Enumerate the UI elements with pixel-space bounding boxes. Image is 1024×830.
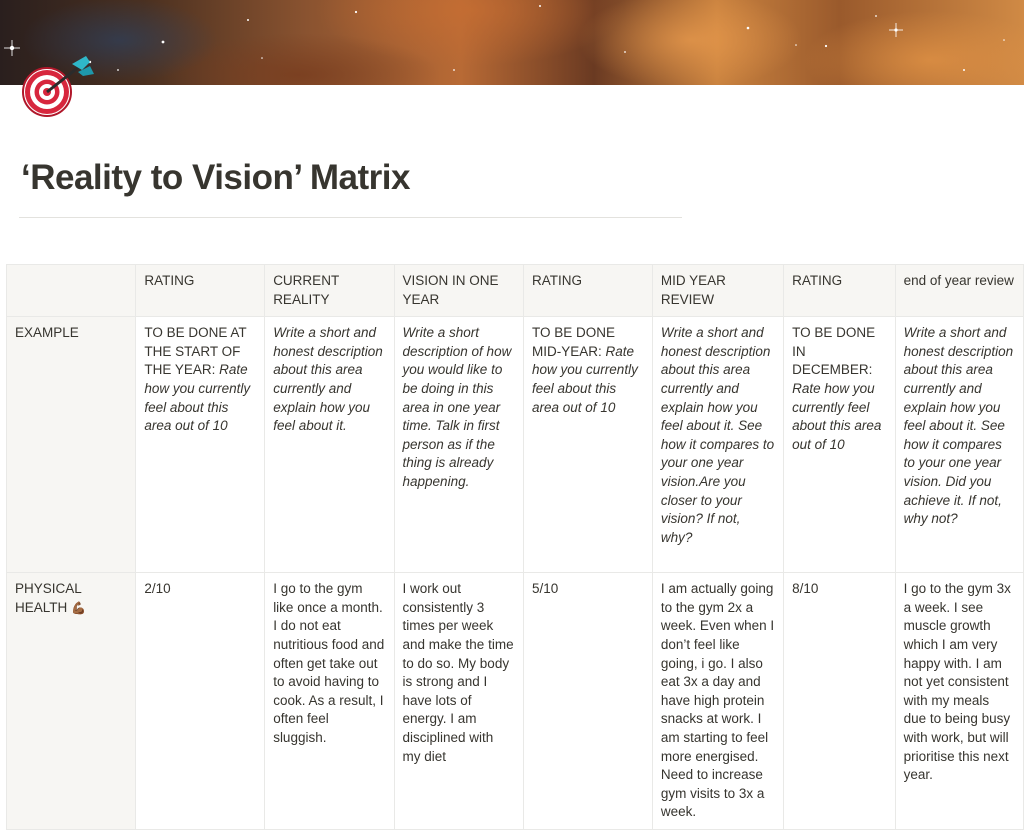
cell-lead-text: I am actually going to the gym 2x a week. Even when I don’t feel like going, i go. I also eat 3x a day and have high protein snacks at work. I am starting to feel more energised. Need to increase gym visits to 3x a week.	[660, 581, 775, 820]
header-cell-rating-december[interactable]: RATING	[784, 265, 895, 317]
target-icon[interactable]	[20, 56, 96, 118]
page-title[interactable]: ‘Reality to Vision’ Matrix	[21, 158, 410, 197]
reality-vision-table	[6, 264, 1024, 830]
row-label-text: PHYSICAL HEALTH	[15, 581, 82, 615]
table-cell[interactable]	[136, 317, 265, 573]
table-cell[interactable]	[394, 317, 524, 573]
table-cell[interactable]	[524, 317, 653, 573]
table-cell[interactable]	[784, 573, 895, 830]
cell-lead-text: I go to the gym like once a month. I do not eat nutritious food and often get take out to avoid having to cook. As a result, I often feel sluggish.	[273, 581, 385, 745]
table-cell[interactable]	[895, 317, 1023, 573]
header-cell-mid-year-review[interactable]: MID YEAR REVIEW	[652, 265, 783, 317]
cell-lead-text: 5/10	[532, 581, 559, 597]
header-cell-rating[interactable]: RATING	[136, 265, 265, 317]
cell-italic-text: Rate how you currently feel about this area out of 10	[144, 362, 251, 434]
table-cell[interactable]	[895, 573, 1023, 830]
cell-italic-text: Rate how you currently feel about this area out of 10	[792, 380, 882, 452]
header-cell-end-of-year-review[interactable]: end of year review	[895, 265, 1023, 317]
cell-italic-text: Write a short and honest description about this area currently and explain how you feel about it. See how it compares to your one year vision. Did you achieve it. If not, why not?	[903, 325, 1014, 527]
table-cell[interactable]	[394, 573, 524, 830]
header-cell-corner[interactable]	[7, 265, 136, 317]
table-cell[interactable]	[652, 573, 783, 830]
table-row-physical-health	[7, 573, 1024, 830]
flexed-biceps-icon: 💪🏾	[71, 600, 86, 615]
table-cell[interactable]	[265, 317, 394, 573]
header-cell-vision-one-year[interactable]: VISION IN ONE YEAR	[394, 265, 524, 317]
cell-lead-text: I go to the gym 3x a week. I see muscle growth which I am very happy with. I am not yet consistent with my meals due to being busy with work, but will prioritise this next year.	[903, 581, 1011, 783]
header-cell-current-reality[interactable]: CURRENT REALITY	[265, 265, 394, 317]
cell-lead-text: TO BE DONE IN DECEMBER:	[792, 325, 876, 378]
cell-italic-text: Rate how you currently feel about this area out of 10	[532, 343, 638, 415]
cell-italic-text: Write a short description of how you would like to be doing in this area in one year time. Talk in first person as if the thing is already happening.	[402, 325, 512, 489]
table-header-row	[7, 265, 1024, 317]
header-cell-rating-mid[interactable]: RATING	[524, 265, 653, 317]
table-cell[interactable]	[652, 317, 783, 573]
table-cell[interactable]	[265, 573, 394, 830]
cell-lead-text: 2/10	[144, 581, 171, 597]
cover-image[interactable]	[0, 0, 1024, 85]
table-cell[interactable]	[524, 573, 653, 830]
table-cell[interactable]	[136, 573, 265, 830]
cell-lead-text: I work out consistently 3 times per week and make the time to do so. My body is strong and I have lots of energy. I am disciplined with my diet	[402, 581, 514, 764]
cell-italic-text: Write a short and honest description about this area currently and explain how you feel about it.	[273, 325, 383, 434]
row-label-physical-health[interactable]	[7, 573, 136, 830]
cell-lead-text: 8/10	[792, 581, 819, 597]
cell-lead-text: TO BE DONE MID-YEAR:	[532, 325, 616, 359]
cell-lead-text: TO BE DONE AT THE START OF THE YEAR:	[144, 325, 247, 378]
cell-italic-text: Write a short and honest description about this area currently and explain how you feel about it. See how it compares to your one year vision.Are you closer to your vision? If not, why?	[660, 325, 775, 545]
table-row-example	[7, 317, 1024, 573]
row-label-example[interactable]: EXAMPLE	[7, 317, 136, 573]
star-field-icon	[0, 0, 1024, 85]
table-cell[interactable]	[784, 317, 895, 573]
divider	[19, 217, 682, 218]
